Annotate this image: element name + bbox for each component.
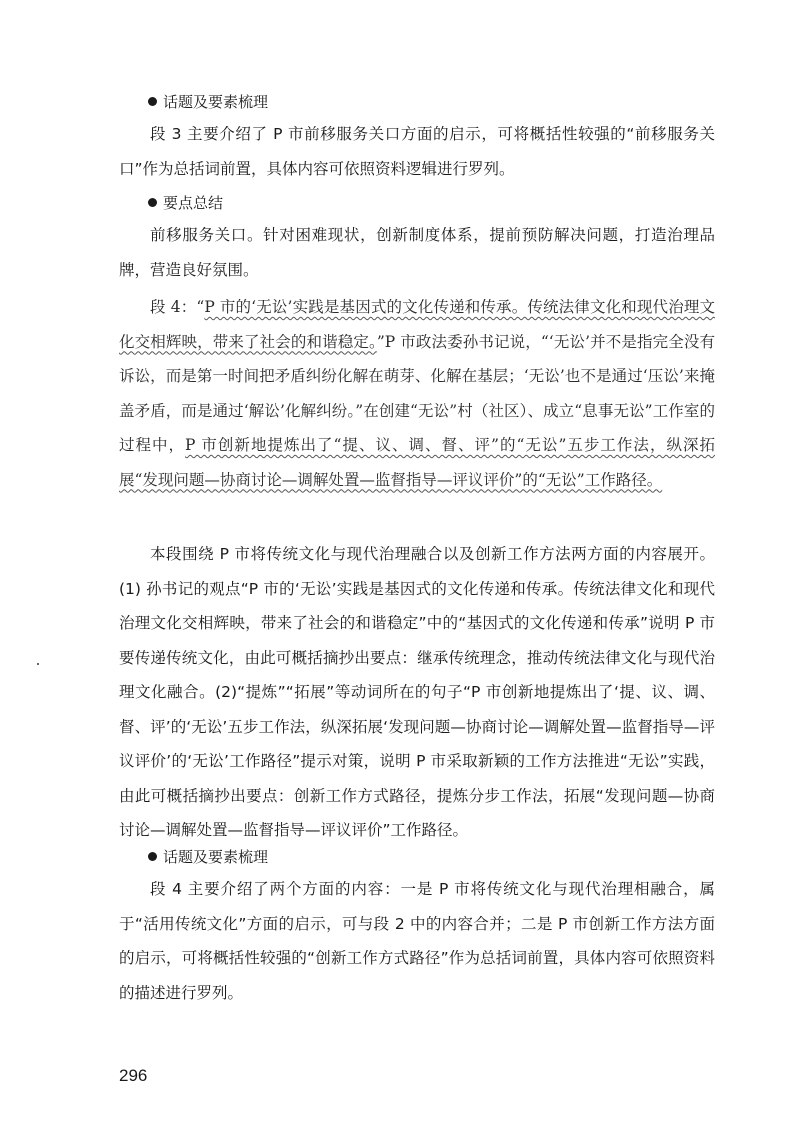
summary-paragraph: 前移服务关口。针对困难现状，创新制度体系，提前预防解决问题，打造治理品牌，营造良好氛围。 xyxy=(119,226,715,279)
section-heading-topic xyxy=(148,92,268,112)
source-quote-paragraph-4 xyxy=(119,290,715,497)
bullet-icon xyxy=(148,198,157,207)
topic-paragraph-4: 段 4 主要介绍了两个方面的内容：一是 P 市将传统文化与现代治理相融合，属于“活用传统文化”方面的启示，可与段 2 中的内容合并；二是 P 市创新工作方法方面的启示，可将概括性较强的“创新工作方式路径”作为总括词前置，具体内容可依照资料的描述进行罗列。 xyxy=(119,880,715,1002)
quote-lead: 段 4：“ xyxy=(150,298,205,316)
section-heading-summary xyxy=(148,193,223,213)
quote-body: ”P 市政法委孙书记说，“‘无讼’并不是指完全没有诉讼，而是第一时间把矛盾纠纷化解在萌芽、化解在基层；‘无讼’也不是通过‘压讼’来掩盖矛盾，而是通过‘解讼’化解纠纷。”在创建“无讼”村（社区）、成立“息事无讼”工作室的过程中， xyxy=(119,332,715,454)
scan-speck xyxy=(37,663,39,665)
heading-text: 要点总结 xyxy=(163,194,224,212)
bullet-icon xyxy=(148,852,157,861)
wavy-underlined-text: P 市的‘无讼’实践是基因式的文化传递和传承。传统法律文化和现代治理文化交相辉映，带来了社会的和谐稳定。 xyxy=(119,298,716,351)
page-number: 296 xyxy=(119,1066,148,1085)
section-heading-topic xyxy=(148,847,268,867)
wavy-underlined-text: P 市创新地提炼出了“提、议、调、督、评”的“无讼”五步工作法，纵深拓展“发现问题—协商讨论—调解处置—监督指导—评议评价”的“无讼”工作路径。 xyxy=(119,436,715,489)
analysis-paragraph-4: 本段围绕 P 市将传统文化与现代治理融合以及创新工作方法两方面的内容展开。(1) 孙书记的观点“P 市的‘无讼’实践是基因式的文化传递和传承。传统法律文化和现代治理文化交相辉映，带来了社会的和谐稳定”中的“基因式的文化传递和传承”说明 P 市要传递传统文化，由此可概括摘抄出要点：继承传统理念，推动传统法律文化与现代治理文化融合。(2)“提炼”“拓展”等动词所在的句子“P 市创新地提炼出了‘提、议、调、督、评’的‘无讼’五步工作法，纵深拓展‘发现问题—协商讨论—调解处置—监督指导—评议评价’的‘无讼’工作路径”提示对策，说明 P 市采取新颖的工作方法推进“无讼”实践，由此可概括摘抄出要点：创新工作方式路径，提炼分步工作法，拓展“发现问题—协商讨论—调解处置—监督指导—评议评价”工作路径。 xyxy=(119,545,715,839)
heading-text: 话题及要素梳理 xyxy=(163,848,269,866)
bullet-icon xyxy=(148,97,157,106)
analysis-paragraph-3: 段 3 主要介绍了 P 市前移服务关口方面的启示，可将概括性较强的“前移服务关口”作为总括词前置，具体内容可依照资料逻辑进行罗列。 xyxy=(119,125,715,178)
heading-text: 话题及要素梳理 xyxy=(163,93,269,111)
